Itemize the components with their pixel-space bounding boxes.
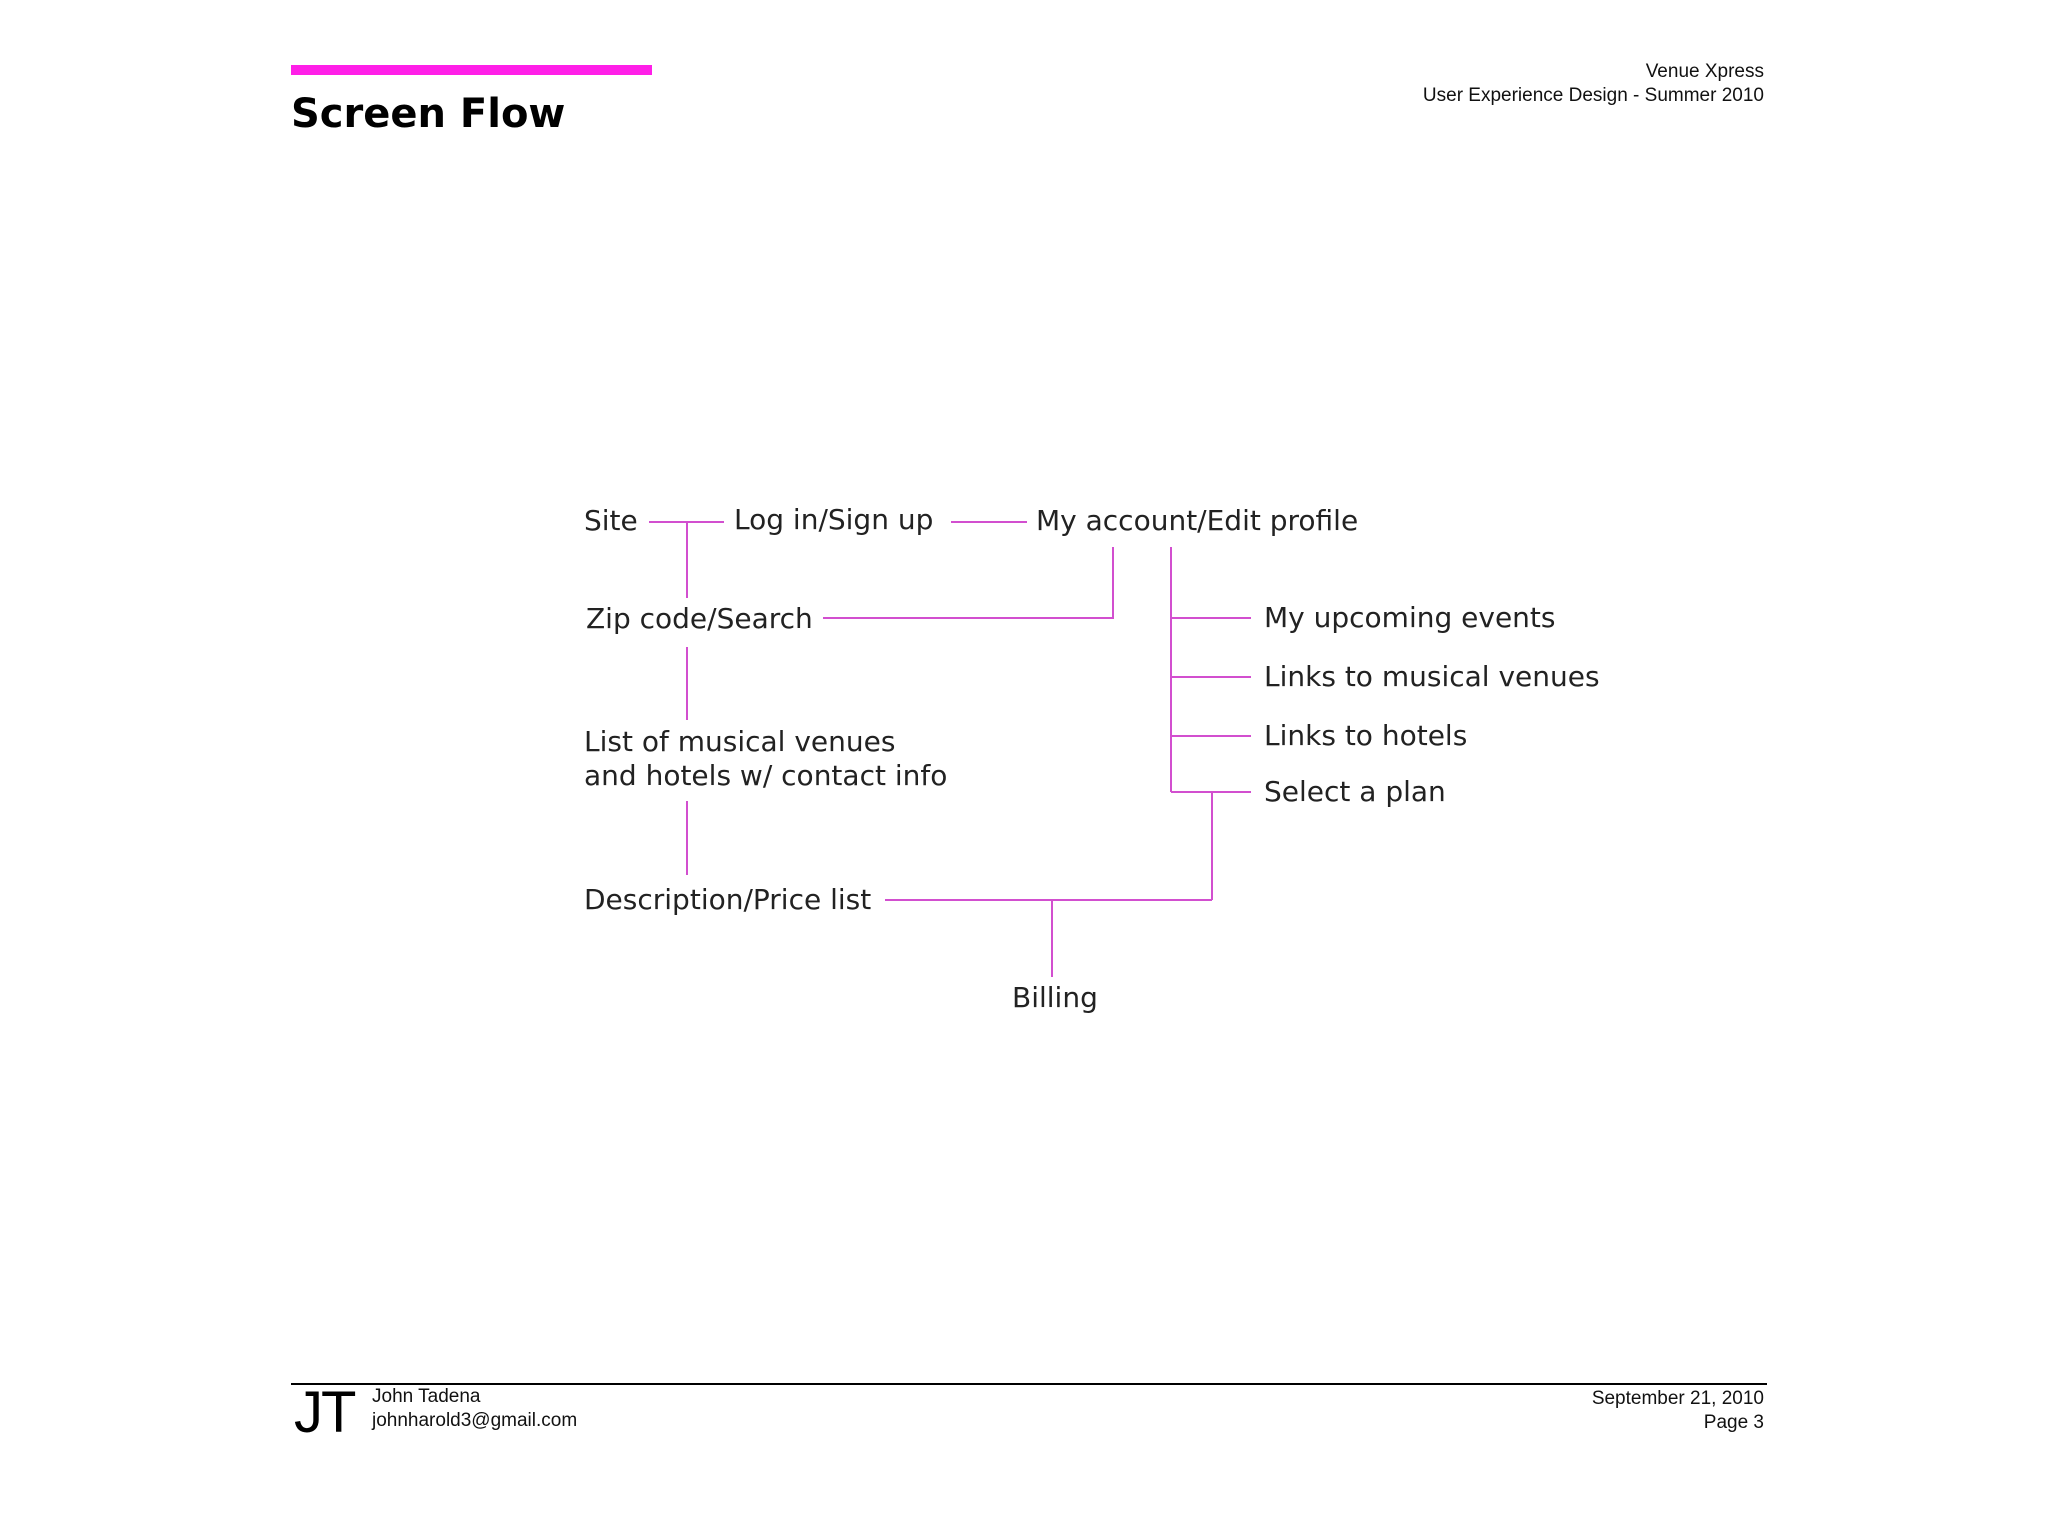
node-billing: Billing (1012, 981, 1098, 1014)
venue-list-line-2: and hotels w/ contact info (584, 759, 948, 792)
document-date: September 21, 2010 (1591, 1388, 1764, 1409)
course-name: User Experience Design - Summer 2010 (1422, 85, 1764, 106)
node-upcoming-events: My upcoming events (1264, 601, 1556, 634)
author-email: johnharold3@gmail.com (372, 1410, 578, 1431)
node-my-account: My account/Edit profile (1036, 504, 1359, 537)
title-accent-bar (291, 65, 652, 75)
node-login-signup: Log in/Sign up (734, 503, 934, 536)
page-title: Screen Flow (291, 91, 566, 137)
connector-zip-account (823, 547, 1113, 618)
project-name: Venue Xpress (1645, 61, 1764, 82)
footer-page-info (1592, 1387, 1764, 1435)
document-info (1423, 60, 1764, 108)
node-links-venues: Links to musical venues (1264, 660, 1600, 693)
author-name: John Tadena (372, 1386, 481, 1407)
node-links-hotels: Links to hotels (1264, 719, 1468, 752)
node-zip-search: Zip code/Search (586, 602, 813, 635)
node-select-plan: Select a plan (1264, 775, 1446, 808)
node-site: Site (584, 504, 638, 537)
node-venue-list (584, 725, 947, 793)
author-monogram: JT (294, 1380, 355, 1445)
author-info (372, 1385, 577, 1433)
venue-list-line-1: List of musical venues (584, 725, 896, 758)
page-number: Page 3 (1703, 1412, 1764, 1433)
node-description-price: Description/Price list (584, 883, 872, 916)
